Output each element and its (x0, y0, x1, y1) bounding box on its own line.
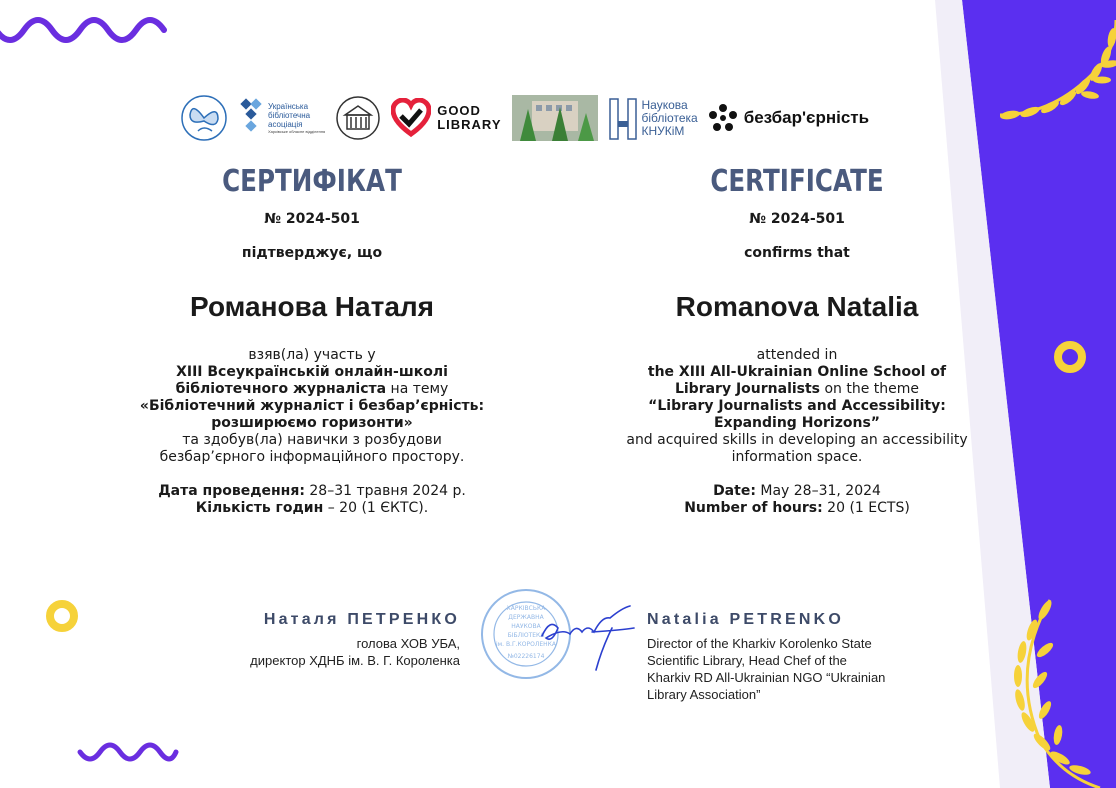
stamp-text-1: ХАРКІВСЬКА (506, 605, 546, 612)
en-line-3 (586, 381, 1008, 398)
butterfly-logo (178, 94, 230, 142)
handwritten-signature (542, 606, 634, 670)
ua-line-5-bold: розширюємо горизонти» (211, 415, 413, 431)
ukrainian-column (106, 164, 518, 517)
en-line-4-bold: “Library Journalists and Accessibility: (648, 398, 946, 414)
uba-logo (240, 94, 325, 142)
en-line-4 (586, 398, 1008, 415)
en-line-2 (586, 364, 1008, 381)
en-line-5 (586, 415, 1008, 432)
ua-date-value: 28–31 травня 2024 р. (304, 483, 466, 499)
ua-signatory-role-2: директор ХДНБ ім. В. Г. Короленка (250, 653, 460, 668)
uba-line-3: асоціація (268, 120, 303, 129)
ua-date (106, 483, 518, 500)
dots-flower-icon (708, 103, 738, 133)
ua-hours-label: Кількість годин (195, 500, 324, 516)
knukim-line-3: КНУКіМ (641, 123, 685, 138)
knukim-line-2: бібліотека (641, 110, 698, 125)
ua-line-6: та здобув(ла) навички з розбудови (182, 432, 442, 448)
ua-description (106, 347, 518, 466)
en-line-7: information space. (731, 449, 863, 465)
ua-line-2-bold: XIII Всеукраїнській онлайн-школі (176, 364, 448, 380)
good-library-line-1: GOOD (437, 103, 481, 118)
ua-line-3-normal: на тему (386, 381, 449, 397)
stamp-text-2: ДЕРЖАВНА (508, 614, 544, 621)
en-confirms-text: confirms that (744, 245, 850, 261)
ua-line-1: взяв(ла) участь у (248, 347, 376, 363)
en-line-5-bold: Expanding Horizons” (713, 415, 881, 431)
library-building-logo (335, 94, 381, 142)
en-recipient-name: Romanova Natalia (675, 291, 919, 322)
good-library-logo (391, 94, 501, 142)
library-photo-logo (512, 94, 598, 142)
uba-line-4: Харківське обласне відділення (268, 129, 326, 134)
en-line-1: attended in (756, 347, 838, 363)
official-stamp (472, 588, 642, 684)
en-description (586, 347, 1008, 466)
ua-hours (106, 500, 518, 517)
checkmark-heart-icon (391, 98, 431, 138)
ua-certificate-number: № 2024-501 (264, 211, 360, 227)
uba-emblem-icon (240, 98, 264, 138)
en-line-3-normal: on the theme (820, 381, 920, 397)
knukim-emblem-icon (608, 95, 638, 141)
ua-line-3-bold: бібліотечного журналіста (175, 381, 387, 397)
en-signatory-role-1: Director of the Kharkiv Korolenko State (647, 636, 872, 651)
en-signatory-role-4: Library Association” (647, 687, 761, 702)
en-signatory-role-2: Scientific Library, Head Chef of the (647, 653, 847, 668)
wave-bottom-left (80, 745, 176, 759)
ua-line-5 (106, 415, 518, 432)
ua-certificate-title: СЕРТИФІКАТ (222, 164, 402, 199)
en-certificate-title: CERTIFICATE (710, 164, 884, 199)
en-signatory-name: Natalia PETRENKO (647, 611, 845, 628)
ua-hours-value: – 20 (1 ЄКТС). (323, 500, 429, 516)
bezbar-logo (708, 94, 869, 142)
ua-signatory-name: Наталя ПЕТРЕНКО (263, 611, 460, 628)
ua-signatory-role-1: голова ХОВ УБА, (356, 636, 460, 651)
ua-line-4 (106, 398, 518, 415)
en-date-label: Date: (713, 483, 756, 499)
en-hours (586, 500, 1008, 517)
ua-line-3 (106, 381, 518, 398)
ua-line-7: безбар’єрного інформаційного простору. (159, 449, 465, 465)
ua-confirms-text: підтверджує, що (241, 245, 383, 261)
stamp-code: №02226174 (507, 653, 545, 660)
uba-line-1: Українська (268, 102, 309, 111)
en-hours-label: Number of hours: (684, 500, 823, 516)
knukim-library-logo (608, 94, 698, 142)
en-line-3-bold: Library Journalists (674, 381, 821, 397)
ua-line-4-bold: «Бібліотечний журналіст і безбар’єрність: (139, 398, 485, 414)
en-date (586, 483, 1008, 500)
stamp-text-3: НАУКОВА (511, 623, 541, 630)
bezbar-text: безбар'єрність (743, 108, 870, 127)
stamp-text-5: ім. В.Г.КОРОЛЕНКА (495, 641, 557, 648)
stamp-and-signature (472, 588, 642, 684)
partner-logos-row (178, 92, 869, 144)
english-column (586, 164, 1008, 517)
en-certificate-number: № 2024-501 (749, 211, 845, 227)
en-line-6: and acquired skills in developing an accessibility (626, 432, 968, 448)
yellow-ring-left (50, 604, 74, 628)
stamp-text-4: БІБЛІОТЕКА (507, 632, 545, 639)
en-signature-block (647, 611, 903, 703)
ua-date-label: Дата проведення: (158, 483, 305, 499)
ua-meta (106, 483, 518, 517)
ua-recipient-name: Романова Наталя (189, 291, 435, 322)
en-date-value: May 28–31, 2024 (755, 483, 881, 499)
ua-signature-block (250, 611, 460, 669)
knukim-line-1: Наукова (641, 97, 688, 112)
en-line-2-bold: the XIII All-Ukrainian Online School of (647, 364, 947, 380)
uba-line-2: бібліотечна (268, 111, 311, 120)
wave-top-left (0, 20, 164, 40)
ua-line-2 (106, 364, 518, 381)
en-signatory-role-3: Kharkiv RD All-Ukrainian NGO “Ukrainian (647, 670, 886, 685)
good-library-line-2: LIBRARY (437, 117, 502, 132)
en-hours-value: 20 (1 ECTS) (822, 500, 910, 516)
en-meta (586, 483, 1008, 517)
